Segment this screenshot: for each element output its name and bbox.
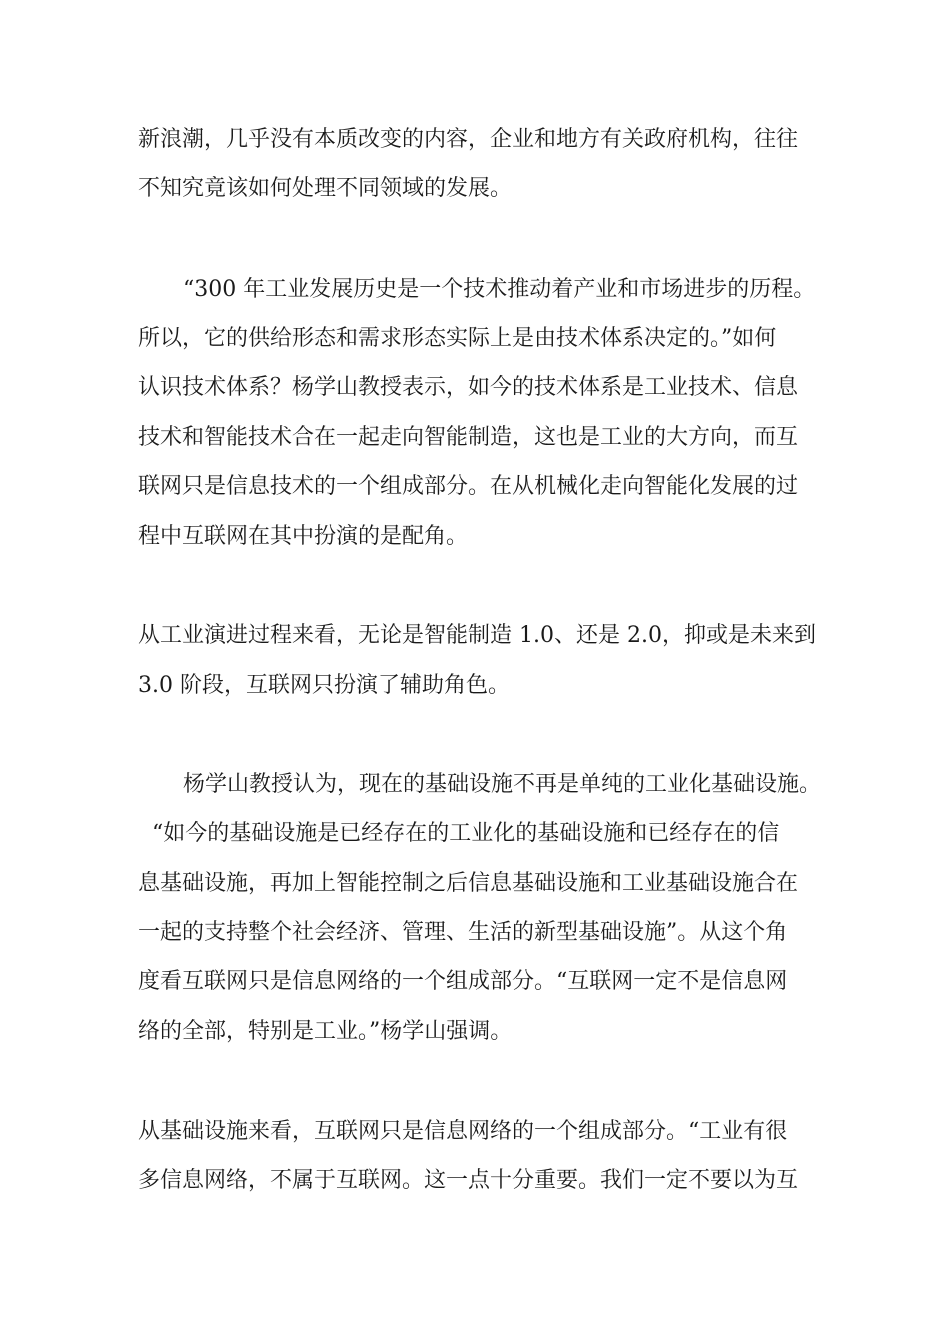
paragraph-2-line-6: 程中互联网在其中扮演的是配角。 (138, 524, 469, 549)
paragraph-1-line-1: 新浪潮，几乎没有本质改变的内容，企业和地方有关政府机构，往往 (138, 127, 799, 152)
paragraph-3-line-2: 3.0 阶段，互联网只扮演了辅助角色。 (138, 673, 510, 698)
paragraph-4-line-2: “如今的基础设施是已经存在的工业化的基础设施和已经存在的信 (152, 821, 780, 846)
paragraph-2-line-1: “300 年工业发展历史是一个技术推动着产业和市场进步的历程。 (161, 277, 816, 302)
paragraph-1-line-2: 不知究竟该如何处理不同领域的发展。 (138, 176, 513, 201)
paragraph-4-line-1: 杨学山教授认为，现在的基础设施不再是单纯的工业化基础设施。 (161, 772, 822, 797)
paragraph-4-line-6: 络的全部，特别是工业。”杨学山强调。 (138, 1019, 513, 1044)
paragraph-2-line-3: 认识技术体系？杨学山教授表示，如今的技术体系是工业技术、信息 (138, 375, 799, 400)
paragraph-4-line-4: 一起的支持整个社会经济、管理、生活的新型基础设施”。从这个角 (138, 920, 788, 945)
paragraph-2-line-5: 联网只是信息技术的一个组成部分。在从机械化走向智能化发展的过 (138, 474, 799, 499)
paragraph-2-line-2: 所以，它的供给形态和需求形态实际上是由技术体系决定的。”如何 (138, 326, 777, 351)
paragraph-5-line-2: 多信息网络，不属于互联网。这一点十分重要。我们一定不要以为互 (138, 1168, 799, 1193)
paragraph-3-line-1: 从工业演进过程来看，无论是智能制造 1.0、还是 2.0，抑或是未来到 (138, 623, 816, 648)
paragraph-5-line-1: 从基础设施来看，互联网只是信息网络的一个组成部分。“工业有很 (138, 1119, 788, 1144)
paragraph-4-line-3: 息基础设施，再加上智能控制之后信息基础设施和工业基础设施合在 (138, 871, 799, 896)
paragraph-2-line-4: 技术和智能技术合在一起走向智能制造，这也是工业的大方向，而互 (138, 425, 799, 450)
paragraph-4-line-5: 度看互联网只是信息网络的一个组成部分。“互联网一定不是信息网 (138, 969, 788, 994)
